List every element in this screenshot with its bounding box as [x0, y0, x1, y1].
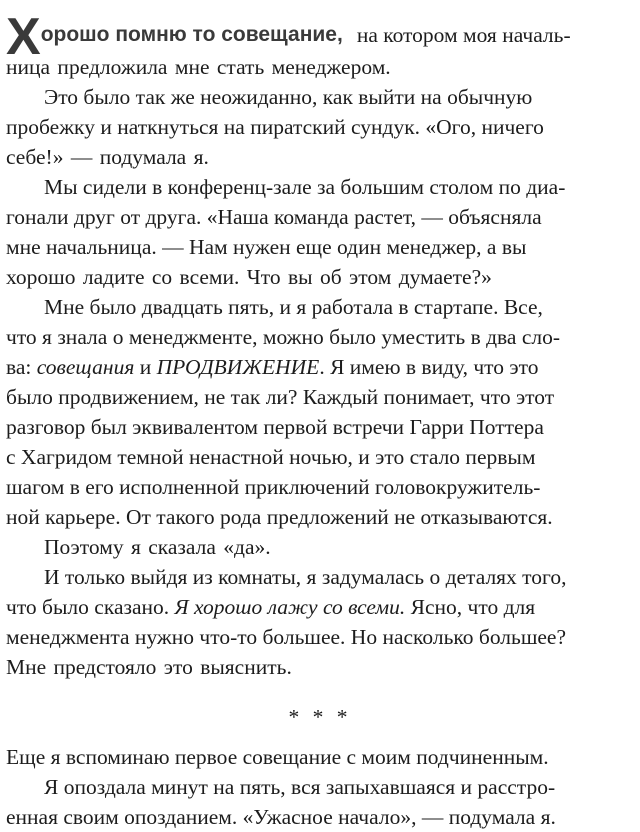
text-line — [6, 382, 634, 412]
line-text: на котором моя началь- — [356, 23, 571, 47]
line-text: Это было так же неожиданно, как выйти на обычную — [44, 85, 533, 109]
italic-phrase: Я хорошо лажу со всеми. — [174, 595, 406, 619]
drop-cap: Х — [6, 8, 41, 66]
text-line — [6, 52, 634, 82]
text-line — [6, 652, 634, 682]
italic-phrase: ПРОДВИЖЕНИЕ — [156, 355, 320, 379]
text-line — [6, 292, 634, 322]
line-text: что было сказано. Я хорошо лажу со всеми. Ясно, что для — [6, 595, 536, 619]
line-text: пробежку и наткнуться на пиратский сундук. «Ого, ничего — [6, 115, 544, 139]
line-text: И только выйдя из комнаты, я задумалась о деталях того, — [44, 565, 567, 589]
text-line — [6, 352, 634, 382]
line-text: Еще я вспоминаю первое совещание с моим подчиненным. — [6, 745, 549, 769]
line-text: разговор был эквивалентом первой встречи Гарри Поттера — [6, 415, 544, 439]
line-text: было продвижением, не так ли? Каждый понимает, что этот — [6, 385, 555, 409]
text-line — [6, 82, 634, 112]
section-separator: * * * — [288, 705, 352, 729]
line-text: Поэтому я сказала «да». — [44, 535, 271, 559]
line-text: что я знала о менеджменте, можно было уместить в два сло- — [6, 325, 561, 349]
line-text: хорошо ладите со всеми. Что вы об этом думаете?» — [6, 265, 492, 289]
text-line — [6, 772, 634, 802]
line-text: шагом в его исполненной приключений головокружитель- — [6, 475, 541, 499]
text-line — [6, 742, 634, 772]
italic-phrase: совещания — [36, 355, 135, 379]
line-text: Мне было двадцать пять, и я работала в стартапе. Все, — [44, 295, 543, 319]
text-line — [6, 562, 634, 592]
line-text: Я опоздала минут на пять, вся запыхавшаяся и расстро- — [44, 775, 556, 799]
text-line — [6, 112, 634, 142]
text-line — [6, 202, 634, 232]
line-text: гонали друг от друга. «Наша команда растет, — объясняла — [6, 205, 542, 229]
line-text: ница предложила мне стать менеджером. — [6, 55, 391, 79]
text-line — [6, 262, 634, 292]
text-line — [6, 142, 634, 172]
text-line — [6, 472, 634, 502]
line-text: с Хагридом темной ненастной ночью, и это стало первым — [6, 445, 536, 469]
line-text: Мы сидели в конференц-зале за большим столом по диа- — [44, 175, 566, 199]
text-line — [6, 172, 634, 202]
line-text: енная своим опозданием. «Ужасное начало», — подумала я. — [6, 805, 556, 829]
line-text: Мне предстояло это выяснить. — [6, 655, 292, 679]
text-line — [6, 442, 634, 472]
line-text: ва: совещания и ПРОДВИЖЕНИЕ. Я имею в виду, что это — [6, 355, 539, 379]
text-line — [6, 502, 634, 532]
line-text: себе!» — подумала я. — [6, 145, 209, 169]
text-line — [6, 802, 634, 832]
line-text: менеджмента нужно что-то большее. Но насколько большее? — [6, 625, 566, 649]
text-line — [6, 8, 634, 66]
text-line — [6, 592, 634, 622]
text-line — [6, 532, 634, 562]
line-text: мне начальница. — Нам нужен еще один менеджер, а вы — [6, 235, 527, 259]
line-text: ной карьере. От такого рода предложений не отказываются. — [6, 505, 553, 529]
text-line — [6, 622, 634, 652]
text-line — [6, 232, 634, 262]
lead-in: орошо помню то совещание, — [40, 23, 343, 46]
text-line — [6, 322, 634, 352]
text-line — [6, 412, 634, 442]
